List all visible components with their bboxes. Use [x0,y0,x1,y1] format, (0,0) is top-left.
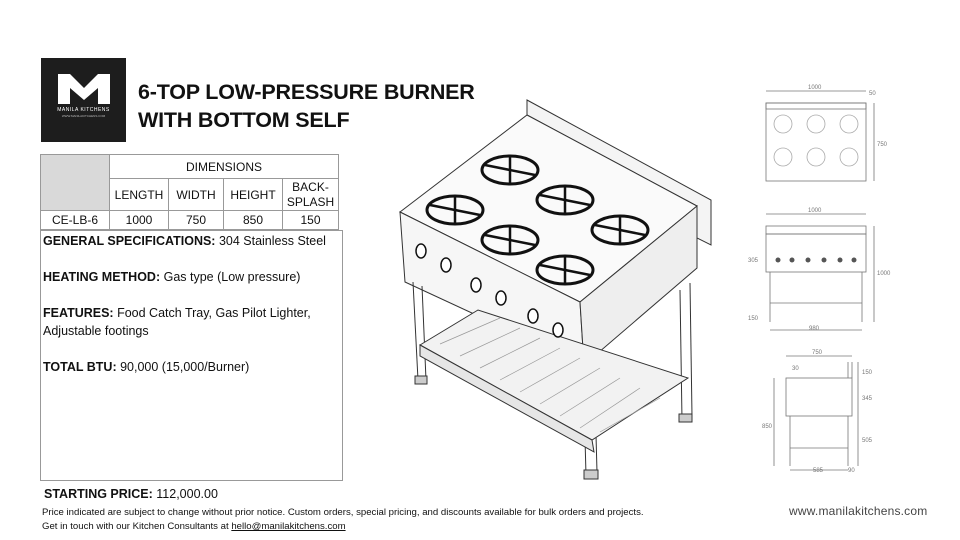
side-mid-label: 345 [862,396,873,402]
top-width-label: 1000 [808,85,822,91]
website-url[interactable]: www.manilakitchens.com [789,504,928,518]
front-foot-label: 150 [748,316,759,322]
top-depth-label: 750 [877,142,888,148]
front-inner-label: 980 [809,326,820,332]
notice-line-2: Get in touch with our Kitchen Consultants at hello@manilakitchens.com [42,521,346,532]
notice-line-1: Price indicated are subject to change without prior notice. Custom orders, special pricing, and discounts available for bulk orders and projects. [42,507,644,518]
col-backsplash: BACK- SPLASH [283,179,339,211]
front-panel-label: 305 [748,258,759,264]
dimensions-header: DIMENSIONS [110,155,339,179]
front-view-drawing [766,214,874,330]
col-height: HEIGHT [224,179,283,211]
spec-btu: TOTAL BTU: 90,000 (15,000/Burner) [43,360,250,374]
title-line-2: WITH BOTTOM SELF [138,108,350,132]
title-line-1: 6-TOP LOW-PRESSURE BURNER [138,80,475,104]
front-total-label: 1000 [877,271,891,277]
width-cell: 750 [169,211,224,230]
side-view-drawing [774,356,858,470]
front-width-label: 1000 [808,208,822,214]
side-total-label: 850 [762,424,773,430]
starting-price: STARTING PRICE: 112,000.00 [44,487,218,501]
length-cell: 1000 [110,211,169,230]
height-cell: 850 [224,211,283,230]
backsplash-cell: 150 [283,211,339,230]
top-view-drawing [766,91,874,181]
logo-url-text: WWW.MANILAKITCHENS.COM [61,114,106,118]
col-length: LENGTH [110,179,169,211]
front-view-knobs [776,258,857,263]
burner-isometric-drawing [400,100,711,479]
model-cell: CE-LB-6 [41,211,110,230]
side-width-label: 750 [812,350,823,356]
email-link[interactable]: hello@manilakitchens.com [231,521,346,532]
top-splash-label: 50 [869,91,876,97]
side-lower-label: 505 [862,438,873,444]
side-top-label: 30 [792,366,799,372]
side-splash-label: 150 [862,370,873,376]
spec-general: GENERAL SPECIFICATIONS: 304 Stainless Steel [43,234,326,248]
side-foot-label: 90 [848,468,855,474]
spec-features: FEATURES: Food Catch Tray, Gas Pilot Lighter, Adjustable footings [43,306,311,338]
logo-brand-text: MANILA KITCHENS [57,107,110,113]
col-width: WIDTH [169,179,224,211]
side-base-label: 585 [813,468,824,474]
spec-heating: HEATING METHOD: Gas type (Low pressure) [43,270,301,284]
